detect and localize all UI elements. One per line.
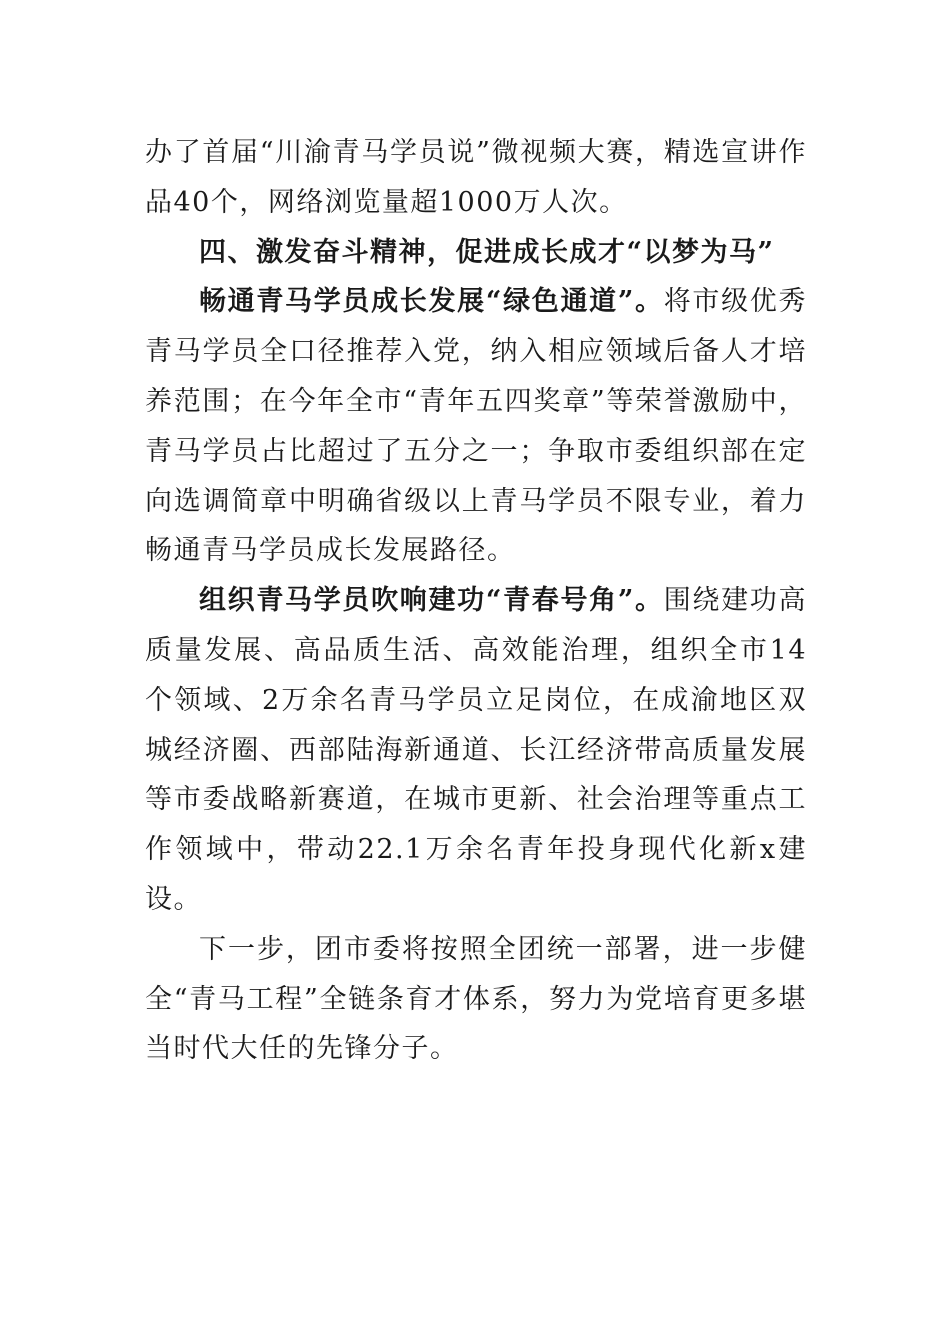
paragraph-youth-horn	[145, 576, 807, 925]
section-heading: 四、激发奋斗精神，促进成长成才“以梦为马”	[199, 236, 775, 268]
paragraph-green-channel	[145, 277, 807, 576]
paragraph-continuation: 办了首届“川渝青马学员说”微视频大赛，精选宣讲作品40个，网络浏览量超1000万人次。	[145, 137, 807, 218]
paragraph-next-step: 下一步，团市委将按照全团统一部署，进一步健全“青马工程”全链条育才体系，努力为党培育更多堪当时代大任的先锋分子。	[145, 933, 807, 1065]
paragraph-lead: 畅通青马学员成长发展“绿色通道”。	[199, 286, 664, 318]
paragraph-text: 将市级优秀青马学员全口径推荐入党，纳入相应领域后备人才培养范围；在今年全市“青年五四奖章”等荣誉激励中，青马学员占比超过了五分之一；争取市委组织部在定向选调简章中明确省级以上青马学员不限专业，着力畅通青马学员成长发展路径。	[145, 286, 807, 567]
paragraph-lead: 组织青马学员吹响建功“青春号角”。	[199, 585, 664, 617]
document-body	[145, 128, 807, 1074]
paragraph-text: 围绕建功高质量发展、高品质生活、高效能治理，组织全市14个领域、2万余名青马学员立足岗位，在成渝地区双城经济圈、西部陆海新通道、长江经济带高质量发展等市委战略新赛道，在城市更新、社会治理等重点工作领域中，带动22.1万余名青年投身现代化新x建设。	[145, 585, 807, 915]
